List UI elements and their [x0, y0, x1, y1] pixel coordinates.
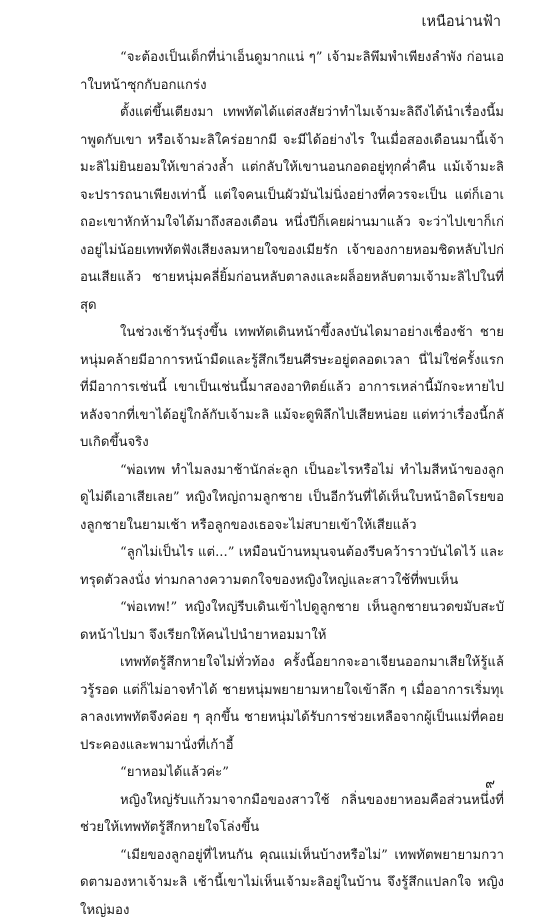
- paragraph: “ยาหอมได้แล้วค่ะ”: [80, 759, 504, 787]
- paragraph: หญิงใหญ่รับแก้วมาจากมือของสาวใช้ กลิ่นของยาหอมคือส่วนหนึ่งที่ช่วยให้เทพทัตรู้สึกหายใจโล่งขึ้น: [80, 787, 504, 842]
- page-number: ๙: [485, 772, 495, 794]
- paragraph: “พ่อเทพ ทำไมลงมาช้านักล่ะลูก เป็นอะไรหรือไม่ ทำไมสีหน้าของลูกดูไม่ดีเอาเสียเลย” หญิงใหญ่ถามลูกชาย เป็นอีกวันที่ได้เห็นใบหน้าอิดโรยของลูกชายในยามเช้า หรือลูกของเธอจะไม่สบายเข้าให้เสียแล้ว: [80, 457, 504, 540]
- paragraph: “เมียของลูกอยู่ที่ไหนกัน คุณแม่เห็นบ้างหรือไม่” เทพทัตพยายามกวาดตามองหาเจ้ามะลิ เช้านี้เขาไม่เห็นเจ้ามะลิอยู่ในบ้าน จึงรู้สึกแปลกใจ หญิงใหญ่มอง: [80, 842, 504, 924]
- paragraph: ตั้งแต่ขึ้นเตียงมา เทพทัตได้แต่สงสัยว่าทำไมเจ้ามะลิถึงได้นำเรื่องนี้มาพูดกับเขา หรือเจ้ามะลิใคร่อยากมี จะมีได้อย่างไร ในเมื่อสองเดือนมานี้เจ้ามะลิไม่ยินยอมให้เขาล่วงล้ำ แต่กลับให้เขานอนกอดอยู่ทุกค่ำคืน แม้เจ้ามะลิจะปรารถนาเพียงเท่านี้ แต่ใจคนเป็นผัวมันไม่นิ่งอย่างที่ควรจะเป็น แต่ก็เอาเถอะเขาหักห้ามใจได้มาถึงสองเดือน หนึ่งปีก็เคยผ่านมาแล้ว จะว่าไปเขาก็เก่งอยู่ไม่น้อยเทพทัตฟังเสียงลมหายใจของเมียรัก เจ้าของกายหอมชิดหลับไปก่อนเสียแล้ว ชายหนุ่มคลี่ยิ้มก่อนหลับตาลงและผล็อยหลับตามเจ้ามะลิไปในที่สุด: [80, 99, 504, 319]
- page-body-text: [80, 44, 504, 924]
- paragraph: “ลูกไม่เป็นไร แต่...” เหมือนบ้านหมุนจนต้องรีบคว้าราวบันไดไว้ และทรุดตัวลงนั่ง ท่ามกลางความตกใจของหญิงใหญ่และสาวใช้ที่พบเห็น: [80, 539, 504, 594]
- paragraph: เทพทัตรู้สึกหายใจไม่ทั่วท้อง ครั้งนี้อยากจะอาเจียนออกมาเสียให้รู้แล้วรู้รอด แต่ก็ไม่อาจทำได้ ชายหนุ่มพยายามหายใจเข้าลึก ๆ เมื่ออาการเริ่มทุเลาลงเทพทัตจึงค่อย ๆ ลุกขึ้น ชายหนุ่มได้รับการช่วยเหลือจากผู้เป็นแม่ที่คอยประคองและพามานั่งที่เก้าอี้: [80, 649, 504, 759]
- paragraph: “จะต้องเป็นเด็กที่น่าเอ็นดูมากแน่ ๆ” เจ้ามะลิพึมพำเพียงลำพัง ก่อนเอาใบหน้าซุกกับอกแกร่ง: [80, 44, 504, 99]
- paragraph: ในช่วงเช้าวันรุ่งขึ้น เทพทัตเดินหน้าขึ้งลงบันไดมาอย่างเชื่องช้า ชายหนุ่มคล้ายมีอาการหน้ามืดและรู้สึกเวียนศีรษะอยู่ตลอดเวลา นี่ไม่ใช่ครั้งแรกที่มีอาการเช่นนี้ เขาเป็นเช่นนี้มาสองอาทิตย์แล้ว อาการเหล่านี้มักจะหายไปหลังจากที่เขาได้อยู่ใกล้กับเจ้ามะลิ แม้จะดูพิลึกไปเสียหน่อย แต่ทว่าเรื่องนี้กลับเกิดขึ้นจริง: [80, 319, 504, 457]
- paragraph: “พ่อเทพ!” หญิงใหญ่รีบเดินเข้าไปดูลูกชาย เห็นลูกชายนวดขมับสะบัดหน้าไปมา จึงเรียกให้คนไปนำยาหอมมาให้: [80, 594, 504, 649]
- running-header-title: เหนือน่านฟ้า: [421, 10, 501, 33]
